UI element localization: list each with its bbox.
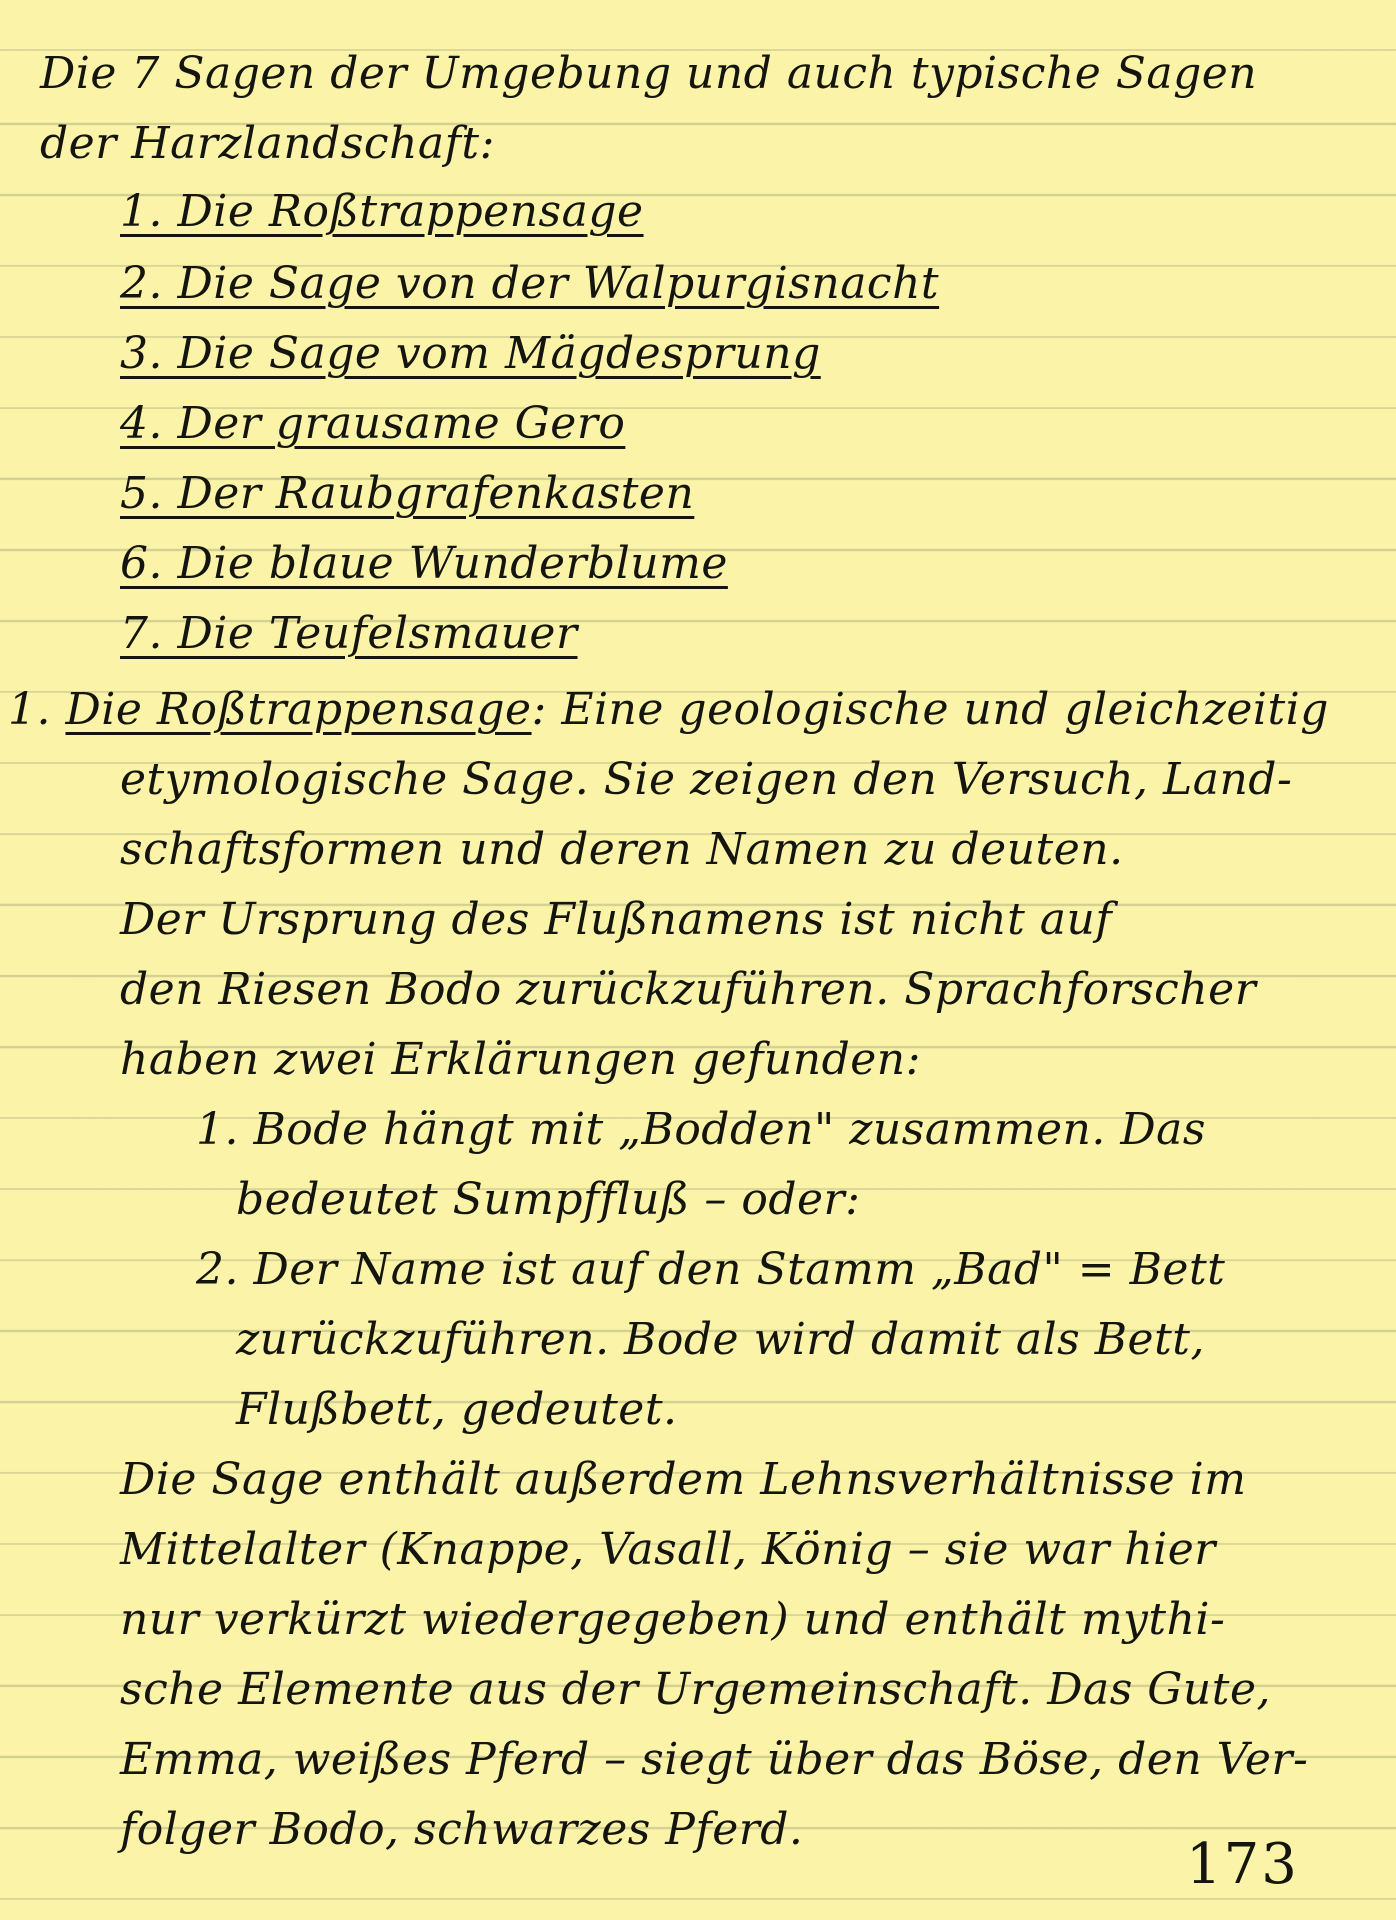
closing-line-3: nur verkürzt wiedergegeben) und enthält mythi-	[120, 1594, 1226, 1645]
explanation-line-3: 2. Der Name ist auf den Stamm „Bad" = Bett	[196, 1244, 1226, 1295]
closing-line-6: folger Bodo, schwarzes Pferd.	[120, 1804, 804, 1855]
section-line-4: den Riesen Bodo zurückzuführen. Sprachforscher	[120, 964, 1257, 1015]
heading-line-2: der Harzlandschaft:	[40, 118, 495, 169]
section-heading	[8, 684, 1329, 735]
section-line-3: Der Ursprung des Flußnamens ist nicht auf	[120, 894, 1113, 945]
closing-line-4: sche Elemente aus der Urgemeinschaft. Das Gute,	[120, 1664, 1271, 1715]
explanation-line-5: Flußbett, gedeutet.	[236, 1384, 678, 1435]
explanation-line-1: 1. Bode hängt mit „Bodden" zusammen. Das	[196, 1104, 1206, 1155]
closing-line-1: Die Sage enthält außerdem Lehnsverhältnisse im	[120, 1454, 1247, 1505]
heading-line-1: Die 7 Sagen der Umgebung und auch typische Sagen	[40, 48, 1258, 99]
list-item-4: 4. Der grausame Gero	[120, 398, 626, 449]
list-item-5: 5. Der Raubgrafenkasten	[120, 468, 695, 519]
list-item-7: 7. Die Teufelsmauer	[120, 608, 578, 659]
explanation-line-2: bedeutet Sumpffluß – oder:	[236, 1174, 861, 1225]
section-line-5: haben zwei Erklärungen gefunden:	[120, 1034, 921, 1085]
section-title: Die Roßtrappensage	[65, 684, 532, 735]
page-number: 173	[1186, 1832, 1299, 1897]
list-item-2: 2. Die Sage von der Walpurgisnacht	[120, 258, 940, 309]
list-item-3: 3. Die Sage vom Mägdesprung	[120, 328, 821, 379]
section-line-1: etymologische Sage. Sie zeigen den Versuch, Land-	[120, 754, 1293, 805]
section-number: 1.	[8, 684, 51, 735]
section-line-2: schaftsformen und deren Namen zu deuten.	[120, 824, 1124, 875]
explanation-line-4: zurückzuführen. Bode wird damit als Bett,	[236, 1314, 1205, 1365]
section-title-rest: : Eine geologische und gleichzeitig	[531, 684, 1329, 735]
list-item-6: 6. Die blaue Wunderblume	[120, 538, 728, 589]
closing-line-2: Mittelalter (Knappe, Vasall, König – sie war hier	[120, 1524, 1216, 1575]
closing-line-5: Emma, weißes Pferd – siegt über das Böse, den Ver-	[120, 1734, 1309, 1785]
list-item-1: 1. Die Roßtrappensage	[120, 186, 644, 237]
